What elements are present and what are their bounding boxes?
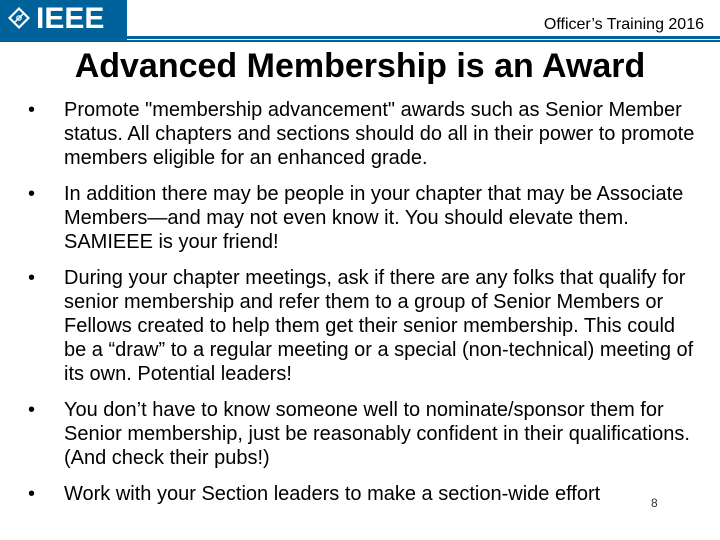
bullet-item bbox=[0, 482, 720, 506]
header-rule bbox=[127, 36, 720, 39]
bullet-marker: • bbox=[28, 99, 36, 121]
header-divider bbox=[0, 40, 720, 42]
bullet-list bbox=[0, 98, 720, 518]
bullet-marker: • bbox=[28, 483, 36, 505]
slide-title: Advanced Membership is an Award bbox=[74, 47, 646, 85]
page-number: 8 bbox=[651, 496, 658, 510]
bullet-item bbox=[0, 266, 720, 386]
ieee-logo-text: IEEE bbox=[36, 2, 105, 35]
bullet-marker: • bbox=[28, 183, 36, 205]
bullet-marker: • bbox=[28, 267, 36, 289]
bullet-text: In addition there may be people in your chapter that may be Associate Members—and may not even know it. You should elevate them. SAMIEEE is your friend! bbox=[64, 183, 684, 253]
header-bar bbox=[0, 0, 720, 42]
ieee-diamond-icon bbox=[7, 6, 31, 30]
bullet-item bbox=[0, 182, 720, 254]
bullet-text: Promote "membership advancement" awards such as Senior Member status. All chapters and sections should do all in their power to promote members eligible for an enhanced grade. bbox=[64, 99, 695, 169]
bullet-item bbox=[0, 398, 720, 470]
bullet-text: You don’t have to know someone well to nominate/sponsor them for Senior membership, just be reasonably confident in their qualifications. (And check their pubs!) bbox=[64, 399, 690, 469]
ieee-logo bbox=[0, 0, 127, 40]
bullet-text: Work with your Section leaders to make a section-wide effort bbox=[64, 483, 601, 505]
bullet-item bbox=[0, 98, 720, 170]
bullet-marker: • bbox=[28, 399, 36, 421]
header-subtitle: Officer’s Training 2016 bbox=[543, 16, 704, 33]
bullet-text: During your chapter meetings, ask if there are any folks that qualify for senior membership and refer them to a group of Senior Members or Fellows created to help them get their senior membership. This could be a “draw” to a regular meeting or a special (non-technical) meeting of its own. Potential leaders! bbox=[64, 267, 694, 385]
